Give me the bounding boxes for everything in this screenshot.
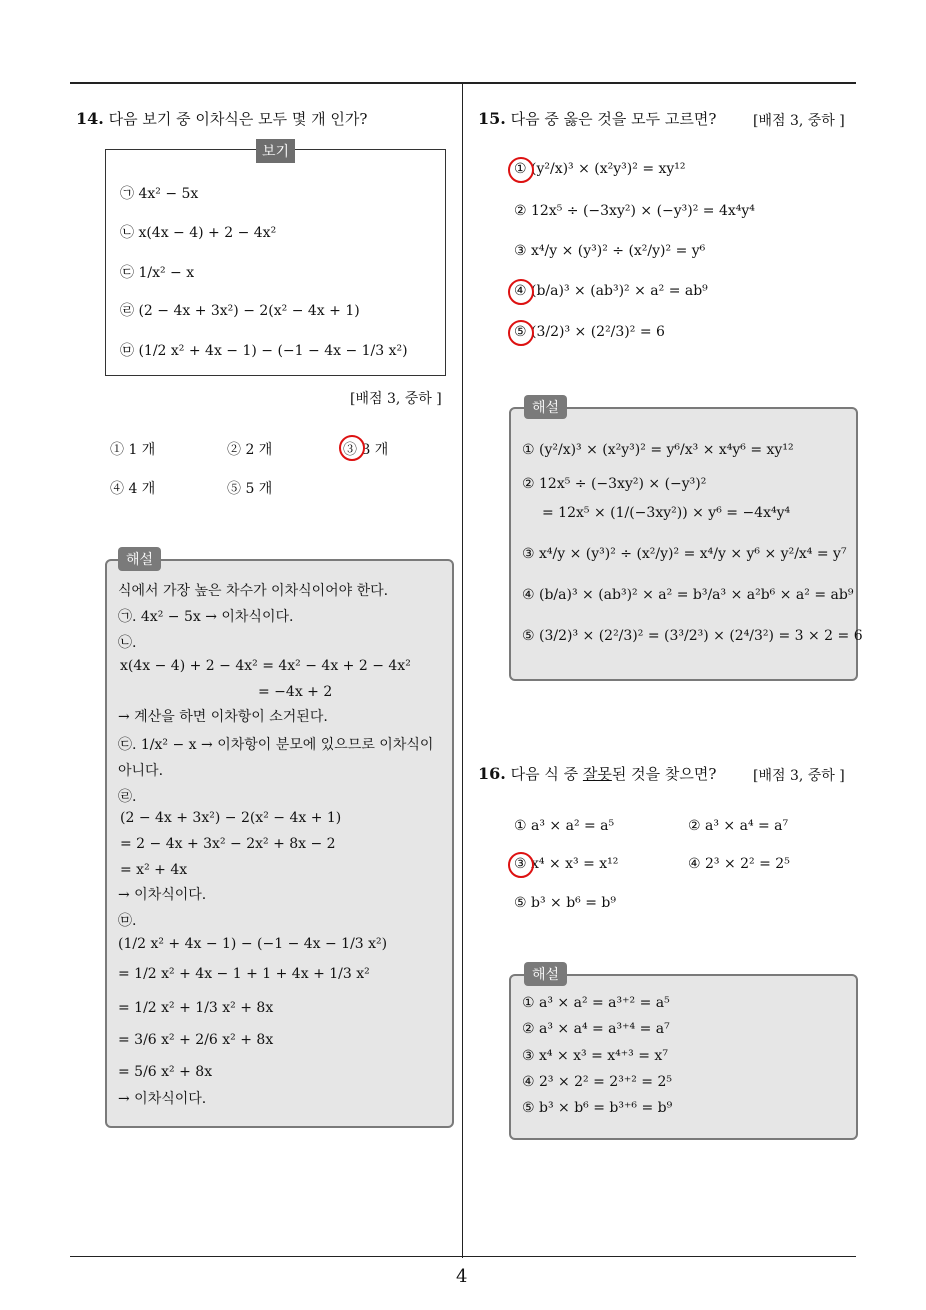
q14-title xyxy=(76,108,367,129)
q16-text-underlined: 잘못 xyxy=(582,765,612,783)
q14-item-5: ㉤ (1/2 x² + 4x − 1) − (−1 − 4x − 1/3 x²) xyxy=(120,343,408,359)
q15-number: 15. xyxy=(478,109,506,128)
q14-sol-line: (2 − 4x + 3x²) − 2(x² − 4x + 1) xyxy=(120,810,342,826)
q15-choice-3[interactable]: ③ x⁴/y × (y³)² ÷ (x²/y)² = y⁶ xyxy=(514,243,706,259)
q16-selected-mark xyxy=(508,852,534,878)
q14-points: [배점 3, 중하 ] xyxy=(350,391,442,407)
q15-choice-4[interactable]: ④ (b/a)³ × (ab³)² × a² = ab⁹ xyxy=(514,283,708,299)
q16-text-post: 된 것을 찾으면? xyxy=(611,765,717,783)
q15-sol-line: ⑤ (3/2)³ × (2²/3)² = (3³/2³) × (2⁴/3²) = 3 × 2 = 6 xyxy=(522,628,863,644)
q14-choice-5[interactable]: ⑤ 5 개 xyxy=(227,481,273,497)
q16-points: [배점 3, 중하 ] xyxy=(753,768,845,784)
q14-sol-line: x(4x − 4) + 2 − 4x² = 4x² − 4x + 2 − 4x² xyxy=(120,658,411,674)
q14-choice-2[interactable]: ② 2 개 xyxy=(227,442,273,458)
q14-item-2: ㉡ x(4x − 4) + 2 − 4x² xyxy=(120,225,277,241)
q15-text: 다음 중 옳은 것을 모두 고르면? xyxy=(510,110,717,128)
q14-choice-4[interactable]: ④ 4 개 xyxy=(110,481,156,497)
bottom-rule xyxy=(70,1256,856,1257)
q14-sol-line: ㉤. xyxy=(118,913,137,929)
q16-choice-4[interactable]: ④ 2³ × 2² = 2⁵ xyxy=(688,856,790,872)
q14-sol-line: = x² + 4x xyxy=(120,862,188,878)
q16-sol-line: ② a³ × a⁴ = a³⁺⁴ = a⁷ xyxy=(522,1021,670,1037)
q14-item-1: ㉠ 4x² − 5x xyxy=(120,186,199,202)
column-divider xyxy=(462,84,463,1258)
q14-sol-line: 아니다. xyxy=(118,763,164,779)
q14-sol-line: 식에서 가장 높은 차수가 이차식이어야 한다. xyxy=(118,583,389,599)
q15-sol-line: = 12x⁵ × (1/(−3xy²)) × y⁶ = −4x⁴y⁴ xyxy=(542,505,791,521)
q14-item-3: ㉢ 1/x² − x xyxy=(120,265,195,281)
q16-text-pre: 다음 식 중 xyxy=(510,765,583,783)
q15-solution-label: 해설 xyxy=(524,395,567,419)
q14-sol-line: = 2 − 4x + 3x² − 2x² + 8x − 2 xyxy=(120,836,336,852)
q15-choice-1[interactable]: ① (y²/x)³ × (x²y³)² = xy¹² xyxy=(514,161,686,177)
q15-points: [배점 3, 중하 ] xyxy=(753,113,845,129)
q14-sol-line: = 3/6 x² + 2/6 x² + 8x xyxy=(118,1032,274,1048)
q15-selected-mark-4 xyxy=(508,279,534,305)
q14-sol-line: = 1/2 x² + 4x − 1 + 1 + 4x + 1/3 x² xyxy=(118,966,370,982)
q16-sol-line: ① a³ × a² = a³⁺² = a⁵ xyxy=(522,995,670,1011)
q15-selected-mark-1 xyxy=(508,157,534,183)
q15-sol-line: ④ (b/a)³ × (ab³)² × a² = b³/a³ × a²b⁶ × a² = ab⁹ xyxy=(522,587,854,603)
q15-sol-line: ② 12x⁵ ÷ (−3xy²) × (−y³)² xyxy=(522,476,707,492)
q14-sol-line: ㉢. 1/x² − x → 이차항이 분모에 있으므로 이차식이 xyxy=(118,737,434,753)
q16-sol-line: ④ 2³ × 2² = 2³⁺² = 2⁵ xyxy=(522,1074,672,1090)
q15-choice-5[interactable]: ⑤ (3/2)³ × (2²/3)² = 6 xyxy=(514,324,665,340)
q14-text: 다음 보기 중 이차식은 모두 몇 개 인가? xyxy=(108,110,368,128)
q14-sol-line: ㉣. xyxy=(118,789,137,805)
q14-sol-line: (1/2 x² + 4x − 1) − (−1 − 4x − 1/3 x²) xyxy=(118,936,388,952)
q14-selected-mark xyxy=(339,435,365,461)
top-rule xyxy=(70,82,856,84)
q14-sol-line: = 5/6 x² + 8x xyxy=(118,1064,213,1080)
q16-choice-3[interactable]: ③ x⁴ × x³ = x¹² xyxy=(514,856,619,872)
q14-number: 14. xyxy=(76,109,104,128)
q14-item-4: ㉣ (2 − 4x + 3x²) − 2(x² − 4x + 1) xyxy=(120,303,360,319)
q14-sol-line: = −4x + 2 xyxy=(258,684,333,700)
q16-choice-2[interactable]: ② a³ × a⁴ = a⁷ xyxy=(688,818,789,834)
q14-choice-3[interactable]: ③ 3 개 xyxy=(343,442,389,458)
q15-sol-line: ③ x⁴/y × (y³)² ÷ (x²/y)² = x⁴/y × y⁶ × y²/x⁴ = y⁷ xyxy=(522,546,847,562)
q14-solution-label: 해설 xyxy=(118,547,161,571)
q15-choice-2[interactable]: ② 12x⁵ ÷ (−3xy²) × (−y³)² = 4x⁴y⁴ xyxy=(514,203,755,219)
page-number: 4 xyxy=(456,1266,468,1287)
q14-sol-line: → 계산을 하면 이차항이 소거된다. xyxy=(118,709,328,725)
q14-sol-line: = 1/2 x² + 1/3 x² + 8x xyxy=(118,1000,274,1016)
q16-solution-label: 해설 xyxy=(524,962,567,986)
q16-sol-line: ③ x⁴ × x³ = x⁴⁺³ = x⁷ xyxy=(522,1048,668,1064)
q15-sol-line: ① (y²/x)³ × (x²y³)² = y⁶/x³ × x⁴y⁶ = xy¹² xyxy=(522,442,794,458)
q14-sol-line: ㉠. 4x² − 5x → 이차식이다. xyxy=(118,609,294,625)
q14-sol-line: ㉡. xyxy=(118,635,137,651)
q16-number: 16. xyxy=(478,764,506,783)
q15-title xyxy=(478,108,716,129)
q15-selected-mark-5 xyxy=(508,320,534,346)
q14-bogi-label: 보기 xyxy=(256,139,295,163)
q16-title xyxy=(478,763,716,784)
q16-sol-line: ⑤ b³ × b⁶ = b³⁺⁶ = b⁹ xyxy=(522,1100,673,1116)
q14-sol-line: → 이차식이다. xyxy=(118,1091,207,1107)
q14-sol-line: → 이차식이다. xyxy=(118,887,207,903)
q16-choice-1[interactable]: ① a³ × a² = a⁵ xyxy=(514,818,615,834)
q14-choice-1[interactable]: ① 1 개 xyxy=(110,442,156,458)
q16-choice-5[interactable]: ⑤ b³ × b⁶ = b⁹ xyxy=(514,895,616,911)
